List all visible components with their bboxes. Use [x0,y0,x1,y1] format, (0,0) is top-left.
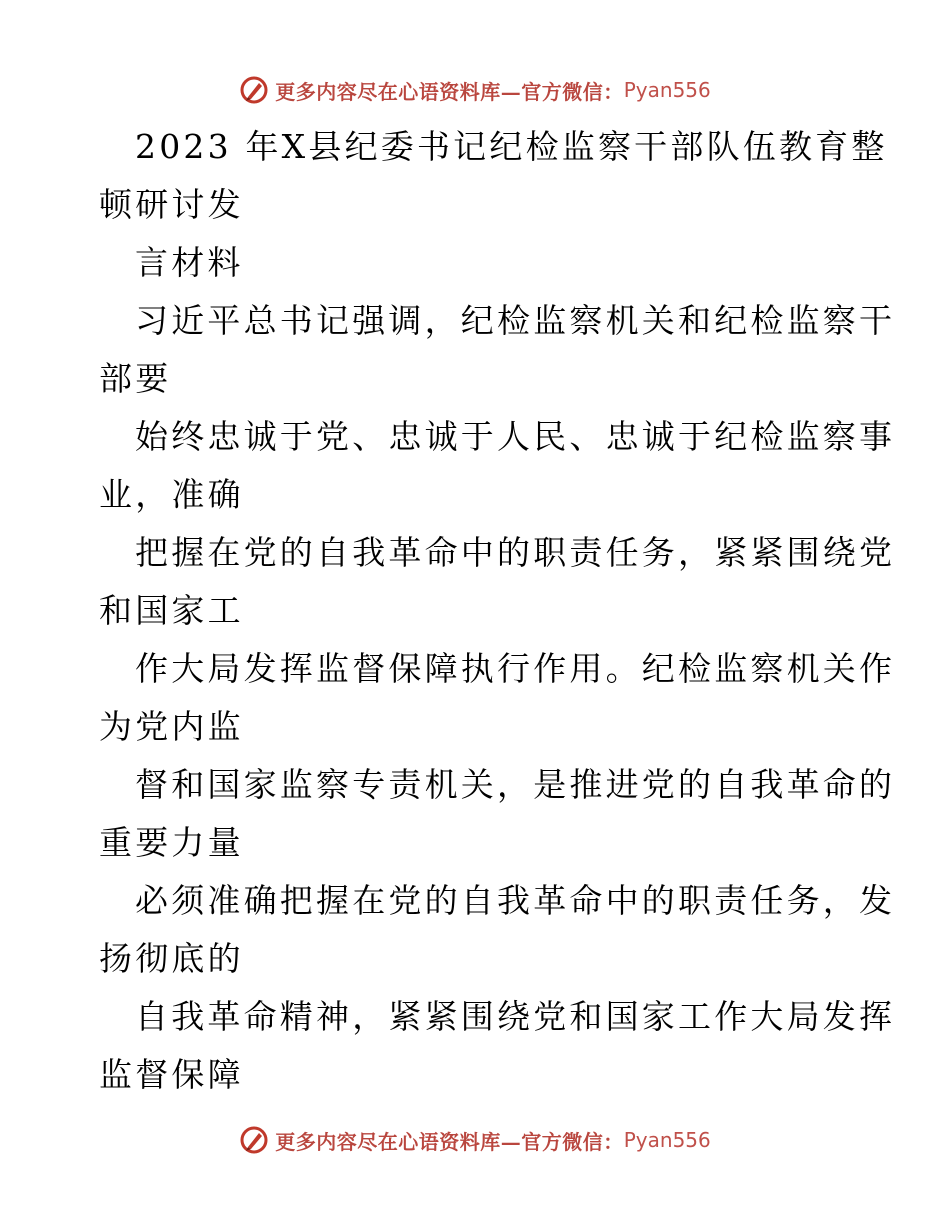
text-line: 顿研讨发 [99,185,244,224]
quill-logo-icon [239,75,269,105]
text-line: 把握在党的自我革命中的职责任务，紧紧围绕党 [135,533,896,572]
text-line: 督和国家监察专责机关，是推进党的自我革命的 [135,765,896,804]
text-line: 2023 年X县纪委书记纪检监察干部队伍教育整 [135,127,888,166]
text-line: 必须准确把握在党的自我革命中的职责任务，发 [135,881,896,920]
header-banner [0,70,950,110]
banner-text: 更多内容尽在心语资料库—官方微信： [275,79,624,104]
text-line: 业，准确 [99,475,244,514]
quill-logo-icon [239,1125,269,1155]
text-line: 为党内监 [99,707,244,746]
text-line: 自我革命精神，紧紧围绕党和国家工作大局发挥 [135,997,896,1036]
text-line: 部要 [99,359,172,398]
text-line: 习近平总书记强调，纪检监察机关和纪检监察干 [135,301,896,340]
banner-wechat-id: Pyan556 [623,1128,711,1152]
text-line: 监督保障 [99,1055,244,1094]
banner-text: 更多内容尽在心语资料库—官方微信： [275,1129,624,1154]
text-line: 重要力量 [99,823,244,862]
banner-wechat-id: Pyan556 [623,78,711,102]
text-line: 扬彻底的 [99,939,244,978]
text-line: 始终忠诚于党、忠诚于人民、忠诚于纪检监察事 [135,417,896,456]
document-body [99,118,896,1104]
text-line: 言材料 [135,243,244,282]
text-line: 和国家工 [99,591,244,630]
footer-banner [0,1120,950,1160]
text-line: 作大局发挥监督保障执行作用。纪检监察机关作 [135,649,896,688]
